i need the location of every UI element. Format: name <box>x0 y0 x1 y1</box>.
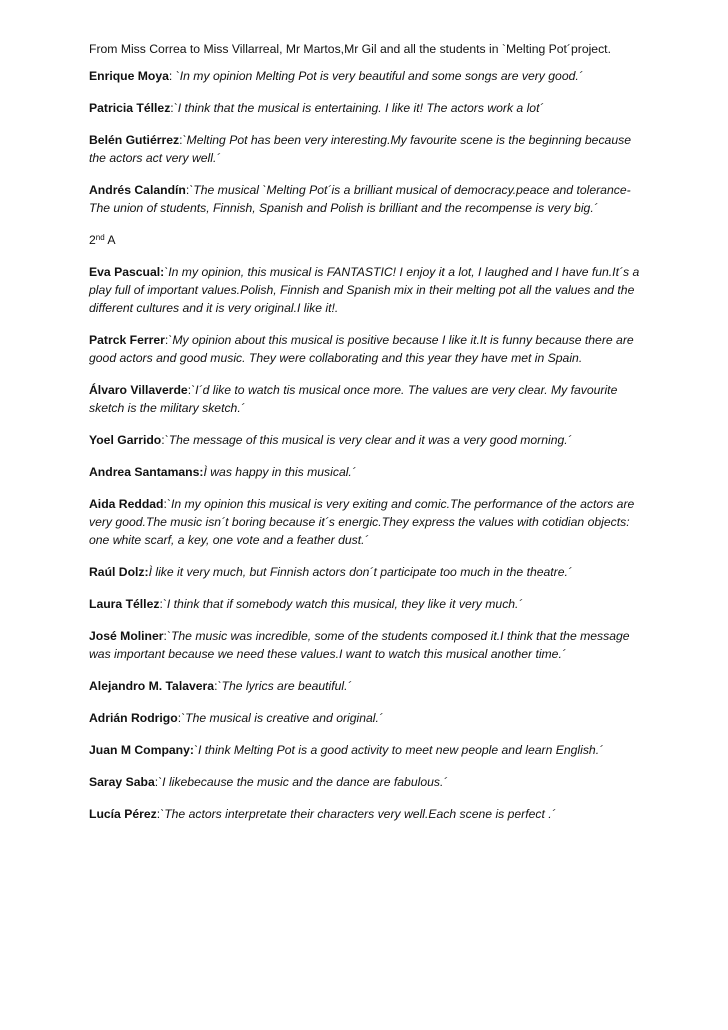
student-quote: `The musical `Melting Pot´is a brilliant musical of democracy.peace and tolerance- The union of students, Finnish, Spanish and Polish is brilliant and the recompense is very big.´ <box>89 183 631 215</box>
student-name: Patrck Ferrer <box>89 333 165 347</box>
student-name: Laura Téllez <box>89 597 160 611</box>
student-quote: `In my opinion, this musical is FANTASTIC! I enjoy it a lot, I laughed and I have fun.It´s a play full of important values.Polish, Finnish and Spanish mix in their melting pot all the values and the different cultures and it is very original.I like it!. <box>89 265 640 315</box>
class-grade: 2 <box>89 233 96 247</box>
separator: : <box>156 807 161 821</box>
comment-yoel-garrido <box>89 431 649 449</box>
separator: : <box>185 183 190 197</box>
comment-andrea-santamans <box>89 463 649 481</box>
student-quote: Ì like it very much, but Finnish actors don´t participate too much in the theatre.´ <box>148 565 572 579</box>
student-name: José Moliner <box>89 629 164 643</box>
student-name: Saray Saba <box>89 775 155 789</box>
student-name: Belén Gutiérrez <box>89 133 180 147</box>
student-name: Enrique Moya <box>89 69 169 83</box>
student-quote: `The music was incredible, some of the students composed it.I think that the message was important because we need these values.I want to watch this musical another time.´ <box>89 629 630 661</box>
student-name: Yoel Garrido <box>89 433 162 447</box>
student-quote: `I´d like to watch tis musical once more. The values are very clear. My favourite sketch is the military sketch.´ <box>89 383 618 415</box>
student-name: Alejandro M. Talavera <box>89 679 215 693</box>
separator: : <box>179 133 183 147</box>
intro-text: From Miss Correa to Miss Villarreal, Mr Martos,Mr Gil and all the students in `Melting Pot´project. <box>89 42 611 56</box>
class-grade-suffix: nd <box>95 233 105 242</box>
student-name: Andrés Calandín <box>89 183 186 197</box>
student-quote: `In my opinion this musical is very exiting and comic.The performance of the actors are very good.The music isn´t boring because it´s energic.They express the values with cotidian objects: one white scarf, a key, one vote and a feather dust.´ <box>89 497 635 547</box>
separator: : <box>161 433 165 447</box>
student-quote: `The message of this musical is very clear and it was a very good morning.´ <box>164 433 572 447</box>
student-name: Álvaro Villaverde <box>89 383 188 397</box>
separator: : <box>214 679 218 693</box>
comment-eva-pascual <box>89 263 649 317</box>
separator: : <box>163 629 167 643</box>
comment-belen-gutierrez <box>89 131 649 167</box>
comment-alejandro-talavera <box>89 677 649 695</box>
comment-alvaro-villaverde <box>89 381 649 417</box>
document-page <box>89 40 649 837</box>
student-quote: `I think that if somebody watch this musical, they like it very much.´ <box>162 597 523 611</box>
comment-jose-moliner <box>89 627 649 663</box>
comment-patricia-tellez <box>89 99 649 117</box>
separator: : <box>163 497 167 511</box>
student-quote: `I likebecause the music and the dance are fabulous.´ <box>158 775 448 789</box>
class-label <box>89 231 649 249</box>
comment-adrian-rodrigo <box>89 709 649 727</box>
student-name: Raúl Dolz: <box>89 565 149 579</box>
separator: : <box>154 775 159 789</box>
comment-patrck-ferrer <box>89 331 649 367</box>
separator: : <box>159 597 163 611</box>
student-quote: `The actors interpretate their characters very well.Each scene is perfect .´ <box>160 807 556 821</box>
student-quote: `The lyrics are beautiful.´ <box>217 679 352 693</box>
student-quote: `In my opinion Melting Pot is very beautiful and some songs are very good.´ <box>175 69 583 83</box>
student-name: Eva Pascual: <box>89 265 165 279</box>
comment-raul-dolz <box>89 563 649 581</box>
separator: : <box>164 333 169 347</box>
separator: : <box>170 101 174 115</box>
student-name: Andrea Santamans: <box>89 465 204 479</box>
student-quote: `I think that the musical is entertaining. I like it! The actors work a lot´ <box>173 101 544 115</box>
student-name: Lucía Pérez <box>89 807 157 821</box>
student-name: Aida Reddad <box>89 497 164 511</box>
student-quote: `The musical is creative and original.´ <box>181 711 383 725</box>
student-quote: `Melting Pot has been very interesting.My favourite scene is the beginning because the actors act very well.´ <box>89 133 631 165</box>
separator: : <box>168 69 176 83</box>
comment-aida-reddad <box>89 495 649 549</box>
student-name: Patricia Téllez <box>89 101 171 115</box>
separator: : <box>177 711 182 725</box>
student-quote: `I think Melting Pot is a good activity to meet new people and learn English.´ <box>193 743 604 757</box>
student-name: Adrián Rodrigo <box>89 711 178 725</box>
comment-enrique-moya <box>89 67 649 85</box>
comment-lucia-perez <box>89 805 649 823</box>
comment-andres-calandin <box>89 181 649 217</box>
comment-saray-saba <box>89 773 649 791</box>
comment-juan-m-company <box>89 741 649 759</box>
class-group: A <box>107 233 116 247</box>
student-quote: Ì was happy in this musical.´ <box>203 465 356 479</box>
comment-laura-tellez <box>89 595 649 613</box>
student-quote: `My opinion about this musical is positive because I like it.It is funny because there are good actors and good music. They were collaborating and this year they have met in Spain. <box>89 333 634 365</box>
student-name: Juan M Company: <box>89 743 194 757</box>
separator: : <box>187 383 192 397</box>
